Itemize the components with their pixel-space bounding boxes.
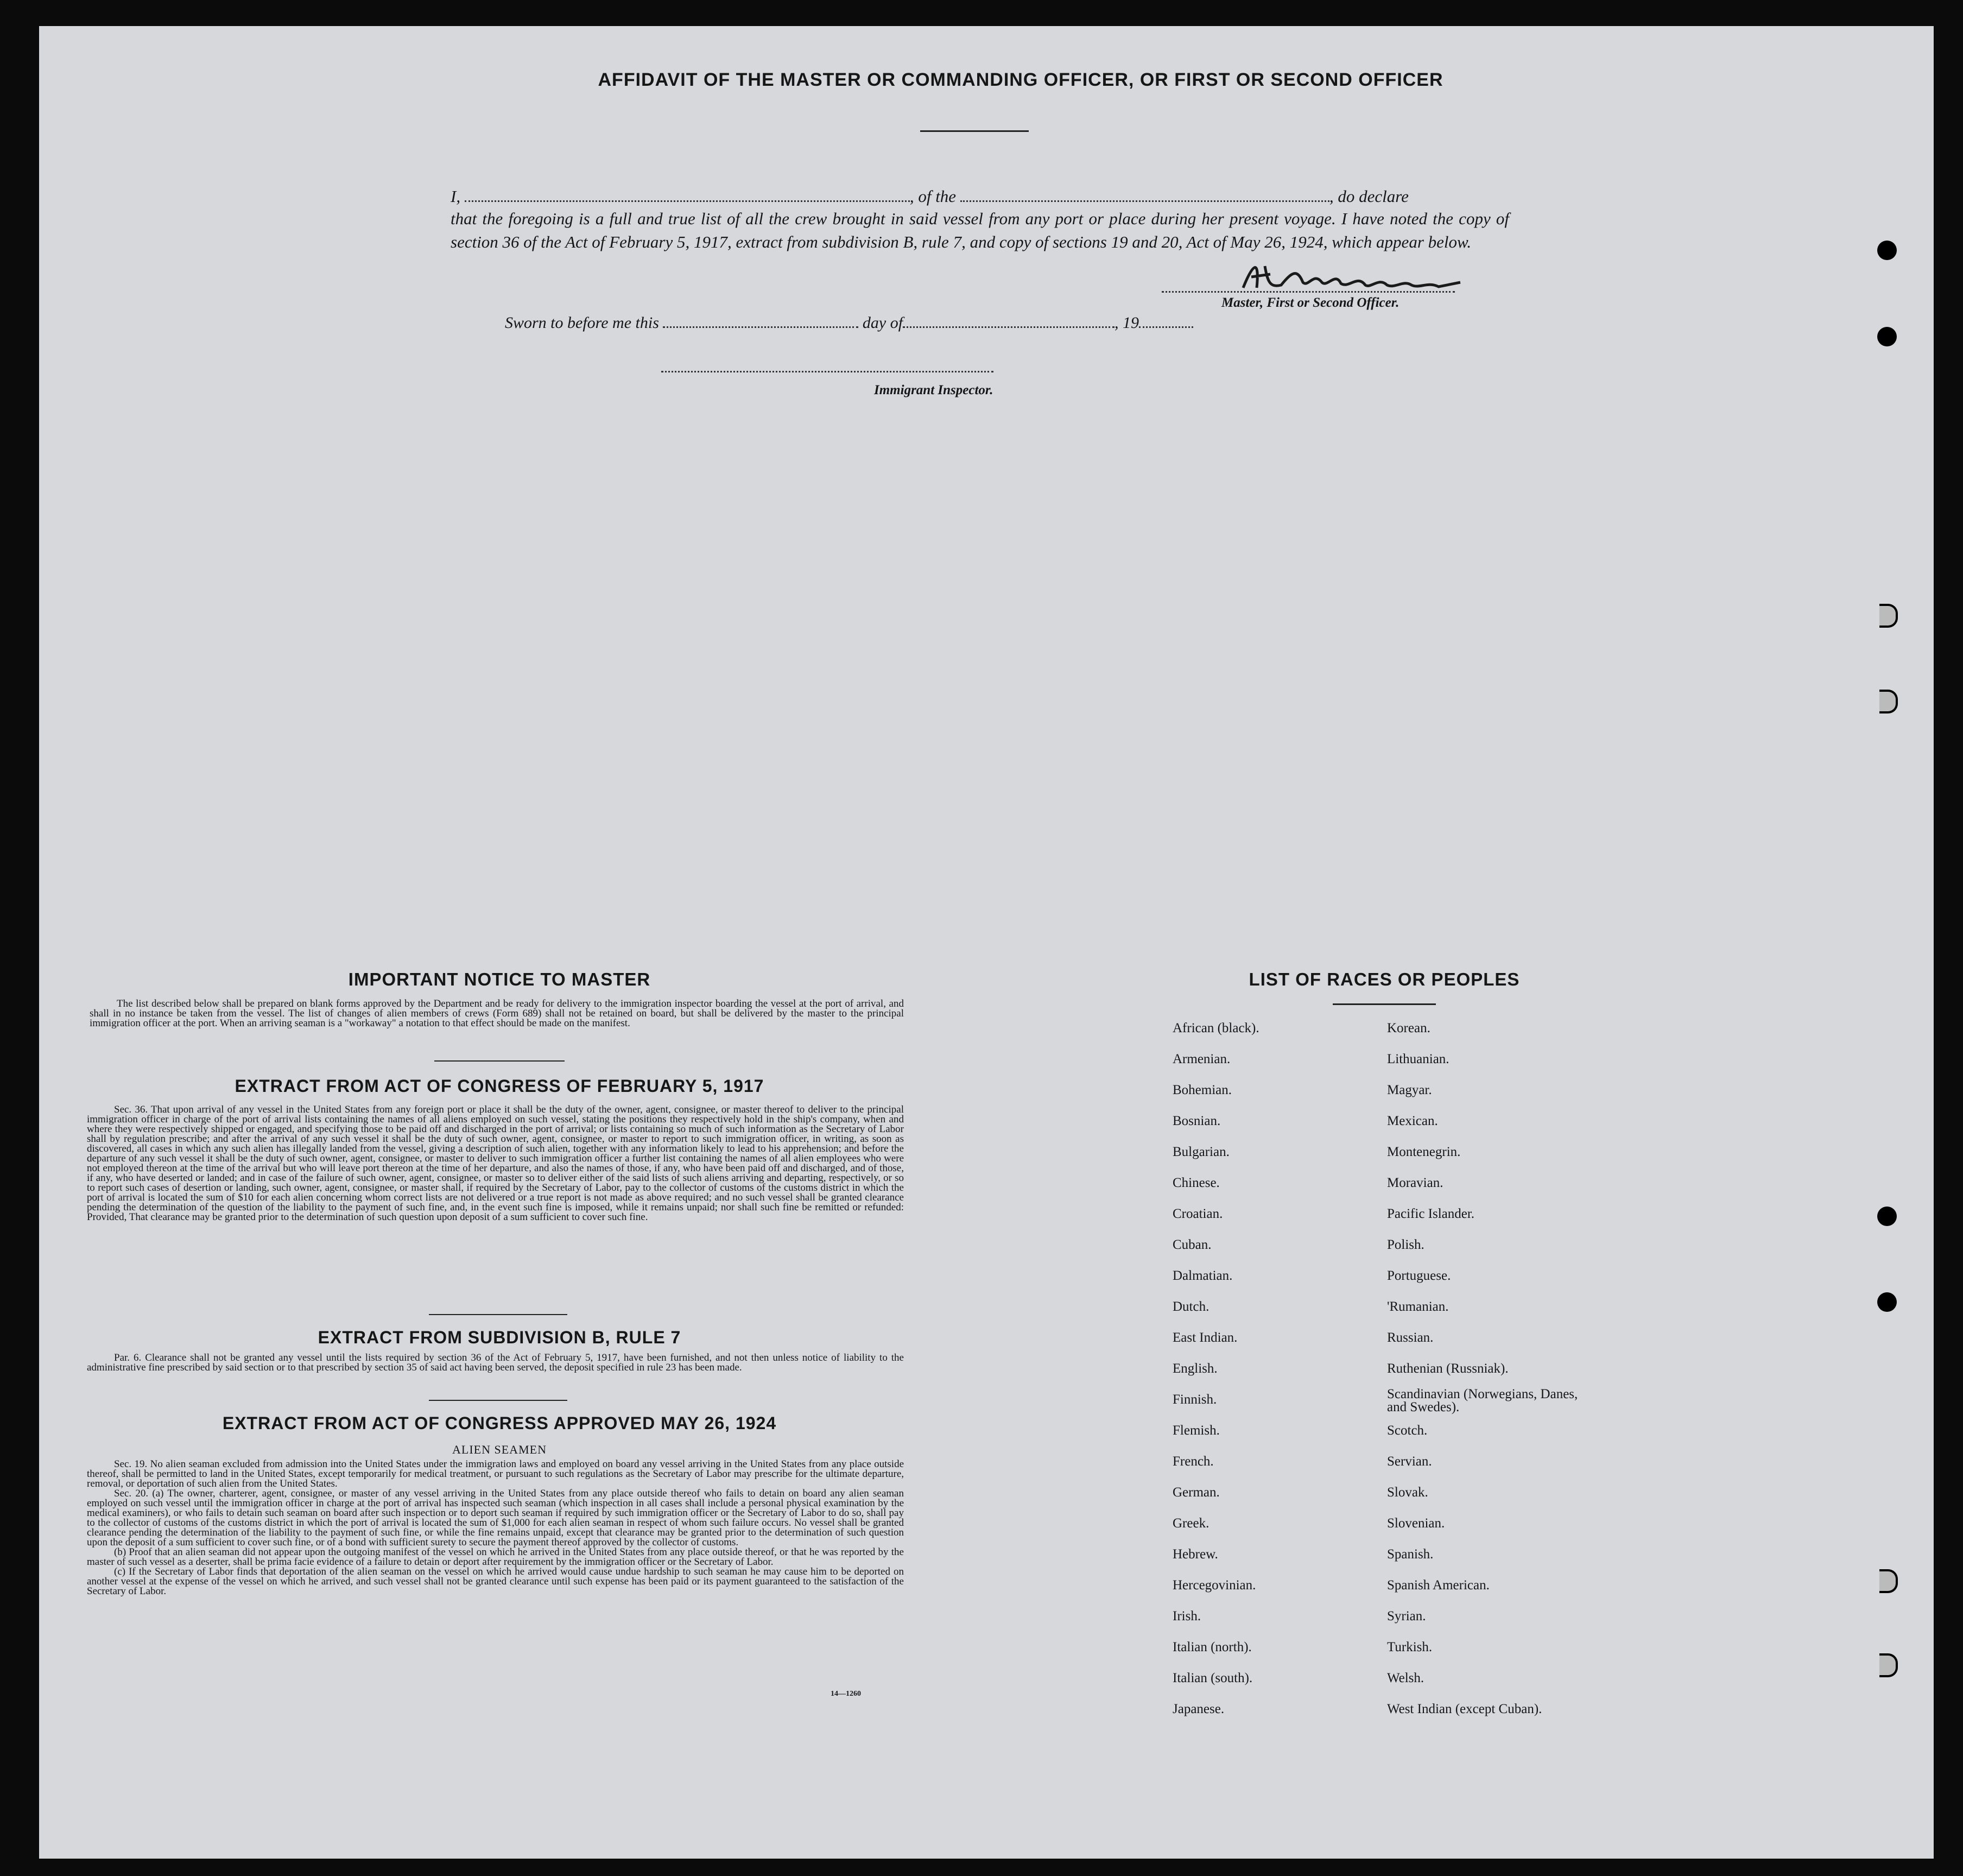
punch-hole — [1879, 690, 1898, 713]
inspector-signature-line — [661, 371, 993, 372]
punch-hole — [1879, 604, 1898, 628]
race-item: Japanese. — [1173, 1702, 1225, 1716]
race-item: Spanish. — [1387, 1547, 1434, 1562]
sworn-month-blank — [903, 322, 1115, 328]
sworn-label: Sworn to before me this — [505, 314, 659, 332]
notice-title: IMPORTANT NOTICE TO MASTER — [348, 969, 651, 989]
day-of-label: day of — [862, 314, 903, 332]
declaration-body: that the foregoing is a full and true list of all the crew brought in said vessel from any port or place during her present voyage. I have noted the copy of section 36 of the Act of February 5, 1917, extract from subdivision B, rule 7, and copy of sections 19 and 20, Act of May 26, 1924, which appear below. — [451, 209, 1509, 251]
race-item: Polish. — [1387, 1237, 1424, 1252]
race-item: Portuguese. — [1387, 1268, 1451, 1283]
race-item: Slovenian. — [1387, 1516, 1445, 1531]
sec-19-para: Sec. 19. No alien seaman excluded from admission into the United States under the immigration laws and employed on board any vessel arriving in the United States from any place outside thereof, shall be permitted to land in the United States, except temporarily for medical treatment, or pursuant to such regulations as the Secretary of Labor may prescribe for the ultimate departure, removal, or deportation of such alien from the United States. — [87, 1458, 904, 1489]
i-label: I, — [451, 187, 461, 206]
rule7-title: EXTRACT FROM SUBDIVISION B, RULE 7 — [318, 1328, 681, 1347]
race-item: Croatian. — [1173, 1207, 1223, 1221]
race-item: Magyar. — [1387, 1083, 1432, 1097]
race-item: Cuban. — [1173, 1237, 1212, 1252]
divider — [434, 1060, 565, 1062]
form-number: 14—1260 — [831, 1690, 861, 1698]
race-item: Russian. — [1387, 1330, 1434, 1345]
race-item: Scotch. — [1387, 1423, 1428, 1438]
extract-1917-text: Sec. 36. That upon arrival of any vessel in the United States from any foreign port or place it shall be the duty of the owner, agent, consignee, or master thereof to deliver to the principal immigration officer in charge of the port of arrival lists containing the names of all aliens employed on such vessel, stating the positions they respectively hold in the ship's company, when and where they were respectively shipped or engaged, and specifying those to be paid off and discharged in the port of arrival; or lists containing so much of such information as the Secretary of Labor shall by regulation prescribe; and after the arrival of any such vessel it shall be the duty of such owner, agent, consignee, or master to report to such immigration officer, in writing, as soon as discovered, all cases in which any such alien has illegally landed from the vessel, giving a description of such alien, together with any information likely to lead to his apprehension; and before the departure of any such vessel it shall be the duty of such owner, agent, consignee, or master to deliver to such immigration officer a further list containing the names of all alien employees who were not employed thereon at the time of the arrival but who will leave port thereon at the time of her departure, and also the names of those, if any, who have been paid off and discharged, and of those, if any, who have deserted or landed; and in case of the failure of such owner, agent, consignee, or master so to deliver either of the said lists of such aliens arriving and departing, respectively, or so to report such cases of desertion or landing, such owner, agent, consignee, or master shall, if required by the Secretary of Labor, pay to the collector of customs of the customs district in which the port of arrival is located the sum of $10 for each alien concerning whom correct lists are not delivered or a true report is not made as above required; and no such vessel shall be granted clearance pending the determination of the question of the liability to the payment of such fine, and, in the event such fine is imposed, while it remains unpaid; nor shall such fine be remitted or refunded: Provided, That clearance may be granted prior to the determination of such question upon deposit of a sum sufficient to cover such fine. — [87, 1104, 904, 1223]
race-item: Flemish. — [1173, 1423, 1220, 1438]
race-item: Moravian. — [1387, 1176, 1443, 1190]
race-item: Chinese. — [1173, 1176, 1220, 1190]
race-item: Scandinavian (Norwegians, Danes, and Swedes). — [1387, 1387, 1578, 1414]
race-item: Servian. — [1387, 1454, 1432, 1469]
race-item: Syrian. — [1387, 1609, 1426, 1624]
extract-1924-title: EXTRACT FROM ACT OF CONGRESS APPROVED MAY 26, 1924 — [222, 1413, 777, 1433]
rule7-text: Par. 6. Clearance shall not be granted any vessel until the lists required by section 36 of the Act of February 5, 1917, have been furnished, and not then unless notice of liability to the administrative fine prescribed by said section or to that prescribed by section 35 of said act having been served, the deposit specified in rule 23 has been made. — [87, 1352, 904, 1373]
affidavit-declaration — [451, 185, 1509, 254]
race-item: Montenegrin. — [1387, 1145, 1461, 1159]
extract-1917-title: EXTRACT FROM ACT OF CONGRESS OF FEBRUARY 5, 1917 — [235, 1076, 764, 1096]
punch-hole — [1877, 1292, 1897, 1312]
race-item: African (black). — [1173, 1021, 1259, 1035]
punch-hole — [1879, 1569, 1898, 1593]
race-item: Dutch. — [1173, 1299, 1210, 1314]
race-item: Italian (north). — [1173, 1640, 1252, 1654]
divider — [429, 1400, 567, 1401]
race-item: German. — [1173, 1485, 1220, 1500]
signature-label: Master, First or Second Officer. — [1221, 295, 1400, 310]
punch-hole — [1879, 1653, 1898, 1677]
race-item: Lithuanian. — [1387, 1052, 1449, 1066]
punch-hole — [1877, 327, 1897, 346]
race-item: Italian (south). — [1173, 1671, 1253, 1685]
race-item: Spanish American. — [1387, 1578, 1490, 1593]
race-item: Slovak. — [1387, 1485, 1428, 1500]
race-item: Korean. — [1387, 1021, 1430, 1035]
inspector-label: Immigrant Inspector. — [874, 383, 993, 397]
sec-20a-para: Sec. 20. (a) The owner, charterer, agent, consignee, or master of any vessel arriving in the United States from any place outside thereof who fails to detain on board any alien seaman employed on such vessel until the immigration officer in charge at the port of arrival has inspected such seaman (which inspection in all cases shall include a personal physical examination by the medical examiners), or who fails to detain such seaman on board after such inspection or to deport such seaman if required by such immigration officer or the Secretary of Labor to do so, shall pay to the collector of customs of the customs district in which the port of arrival is located the sum of $1,000 for each alien seaman in respect of whom such failure occurs. No vessel shall be granted clearance pending the determination of the liability to the payment of such fine, or while the fine remains unpaid, except that clearance may be granted prior to the determination of such question upon the deposit of a sum sufficient to cover such fine, or of a bond with sufficient surety to secure the payment thereof approved by the collector of customs. — [87, 1488, 904, 1548]
punch-hole — [1877, 241, 1897, 260]
sworn-day-blank — [663, 322, 858, 328]
declaration-line — [451, 185, 1509, 208]
race-item: English. — [1173, 1361, 1218, 1376]
do-declare-label: , do declare — [1329, 187, 1409, 206]
races-title: LIST OF RACES OR PEOPLES — [1249, 969, 1520, 989]
race-item: Turkish. — [1387, 1640, 1433, 1654]
race-item: Dalmatian. — [1173, 1268, 1233, 1283]
race-item: 'Rumanian. — [1387, 1299, 1449, 1314]
name-blank — [465, 196, 910, 202]
race-item: Pacific Islander. — [1387, 1207, 1475, 1221]
signature-line — [1162, 291, 1455, 293]
race-item: Greek. — [1173, 1516, 1210, 1531]
sec-20c-para: (c) If the Secretary of Labor finds that deportation of the alien seaman on the vessel on which he arrived would cause undue hardship to such seaman he may cause him to be deported on another vessel at the expense of the vessel on which he arrived, and such vessel shall not be granted clearance until such expense has been paid or its payment guaranteed to the satisfaction of the Secretary of Labor. — [87, 1566, 904, 1597]
sworn-line — [505, 314, 1193, 332]
vessel-blank — [960, 196, 1329, 202]
title-rule — [920, 130, 1029, 132]
of-the-label: , of the — [909, 187, 957, 206]
punch-hole — [1877, 1207, 1897, 1226]
race-item: Welsh. — [1387, 1671, 1424, 1685]
divider — [429, 1314, 567, 1315]
sec-20b-para: (b) Proof that an alien seaman did not appear upon the outgoing manifest of the vessel on which he arrived in the United States from any place outside thereof, or that he was reported by the master of such vessel as a deserter, shall be prima facie evidence of a failure to detain or deport after requirement by the immigration officer or the Secretary of Labor. — [87, 1546, 904, 1568]
race-item: Hercegovinian. — [1173, 1578, 1256, 1593]
race-item: Bohemian. — [1173, 1083, 1232, 1097]
race-item: Finnish. — [1173, 1392, 1217, 1407]
race-item: Bosnian. — [1173, 1114, 1221, 1128]
year-label: , 19 — [1115, 314, 1139, 332]
affidavit-title: AFFIDAVIT OF THE MASTER OR COMMANDING OFFICER, OR FIRST OR SECOND OFFICER — [598, 70, 1443, 90]
race-item: Bulgarian. — [1173, 1145, 1230, 1159]
notice-text: The list described below shall be prepared on blank forms approved by the Department and be ready for delivery to the immigration inspector boarding the vessel at the port of arrival, and shall in no instance be taken from the vessel. The list of changes of alien members of crews (Form 689) shall not be retained on board, but shall be delivered by the master to the principal immigration officer at the port. When an arriving seaman is a "workaway" a notation to that effect should be made on the manifest. — [90, 998, 904, 1029]
extract-1924-text — [87, 1460, 904, 1596]
race-item: Hebrew. — [1173, 1547, 1218, 1562]
race-item: Ruthenian (Russniak). — [1387, 1361, 1509, 1376]
race-item: East Indian. — [1173, 1330, 1238, 1345]
alien-seamen-subtitle: ALIEN SEAMEN — [452, 1443, 547, 1456]
sworn-year-blank — [1139, 322, 1193, 328]
race-item: French. — [1173, 1454, 1214, 1469]
race-item: West Indian (except Cuban). — [1387, 1702, 1542, 1716]
race-item: Mexican. — [1387, 1114, 1438, 1128]
race-item: Irish. — [1173, 1609, 1201, 1624]
title-rule — [1333, 1003, 1436, 1005]
race-item: Armenian. — [1173, 1052, 1231, 1066]
